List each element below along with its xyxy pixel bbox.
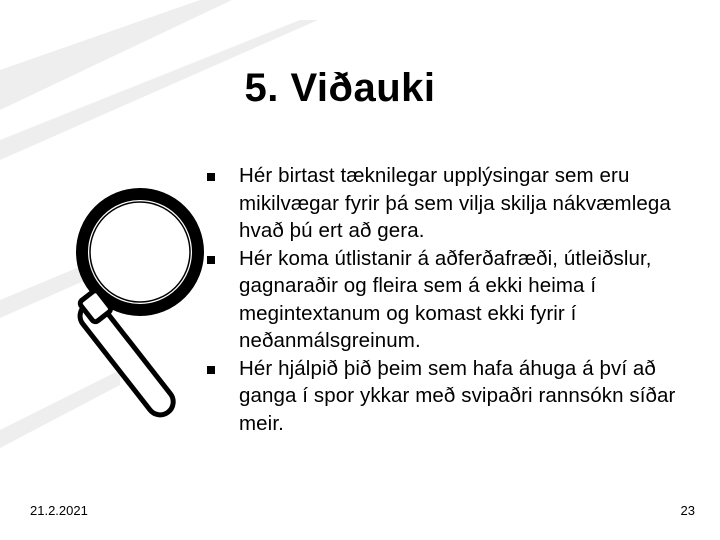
slide-title: 5. Viðauki (244, 66, 436, 110)
bullet-square-icon (207, 173, 215, 181)
bullet-item (205, 162, 695, 245)
bullet-item (205, 355, 695, 438)
page-number: 23 (680, 503, 695, 518)
bullet-list (205, 162, 695, 437)
bullet-text: Hér hjálpið þið þeim sem hafa áhuga á því að ganga í spor ykkar með svipaðri rannsókn síðar meir. (239, 356, 676, 435)
bullet-square-icon (207, 256, 215, 264)
bullet-item (205, 245, 695, 355)
bullet-text: Hér koma útlistanir á aðferðafræði, útleiðslur, gagnaraðir og fleira sem á ekki heima í megintextanum og komast ekki fyrir í neðanmálsgreinum. (239, 246, 652, 352)
bullet-text: Hér birtast tæknilegar upplýsingar sem eru mikilvægar fyrir þá sem vilja skilja nákvæmlega hvað þú ert að gera. (239, 164, 671, 242)
footer-date: 21.2.2021 (30, 503, 88, 518)
bullet-square-icon (207, 366, 215, 374)
